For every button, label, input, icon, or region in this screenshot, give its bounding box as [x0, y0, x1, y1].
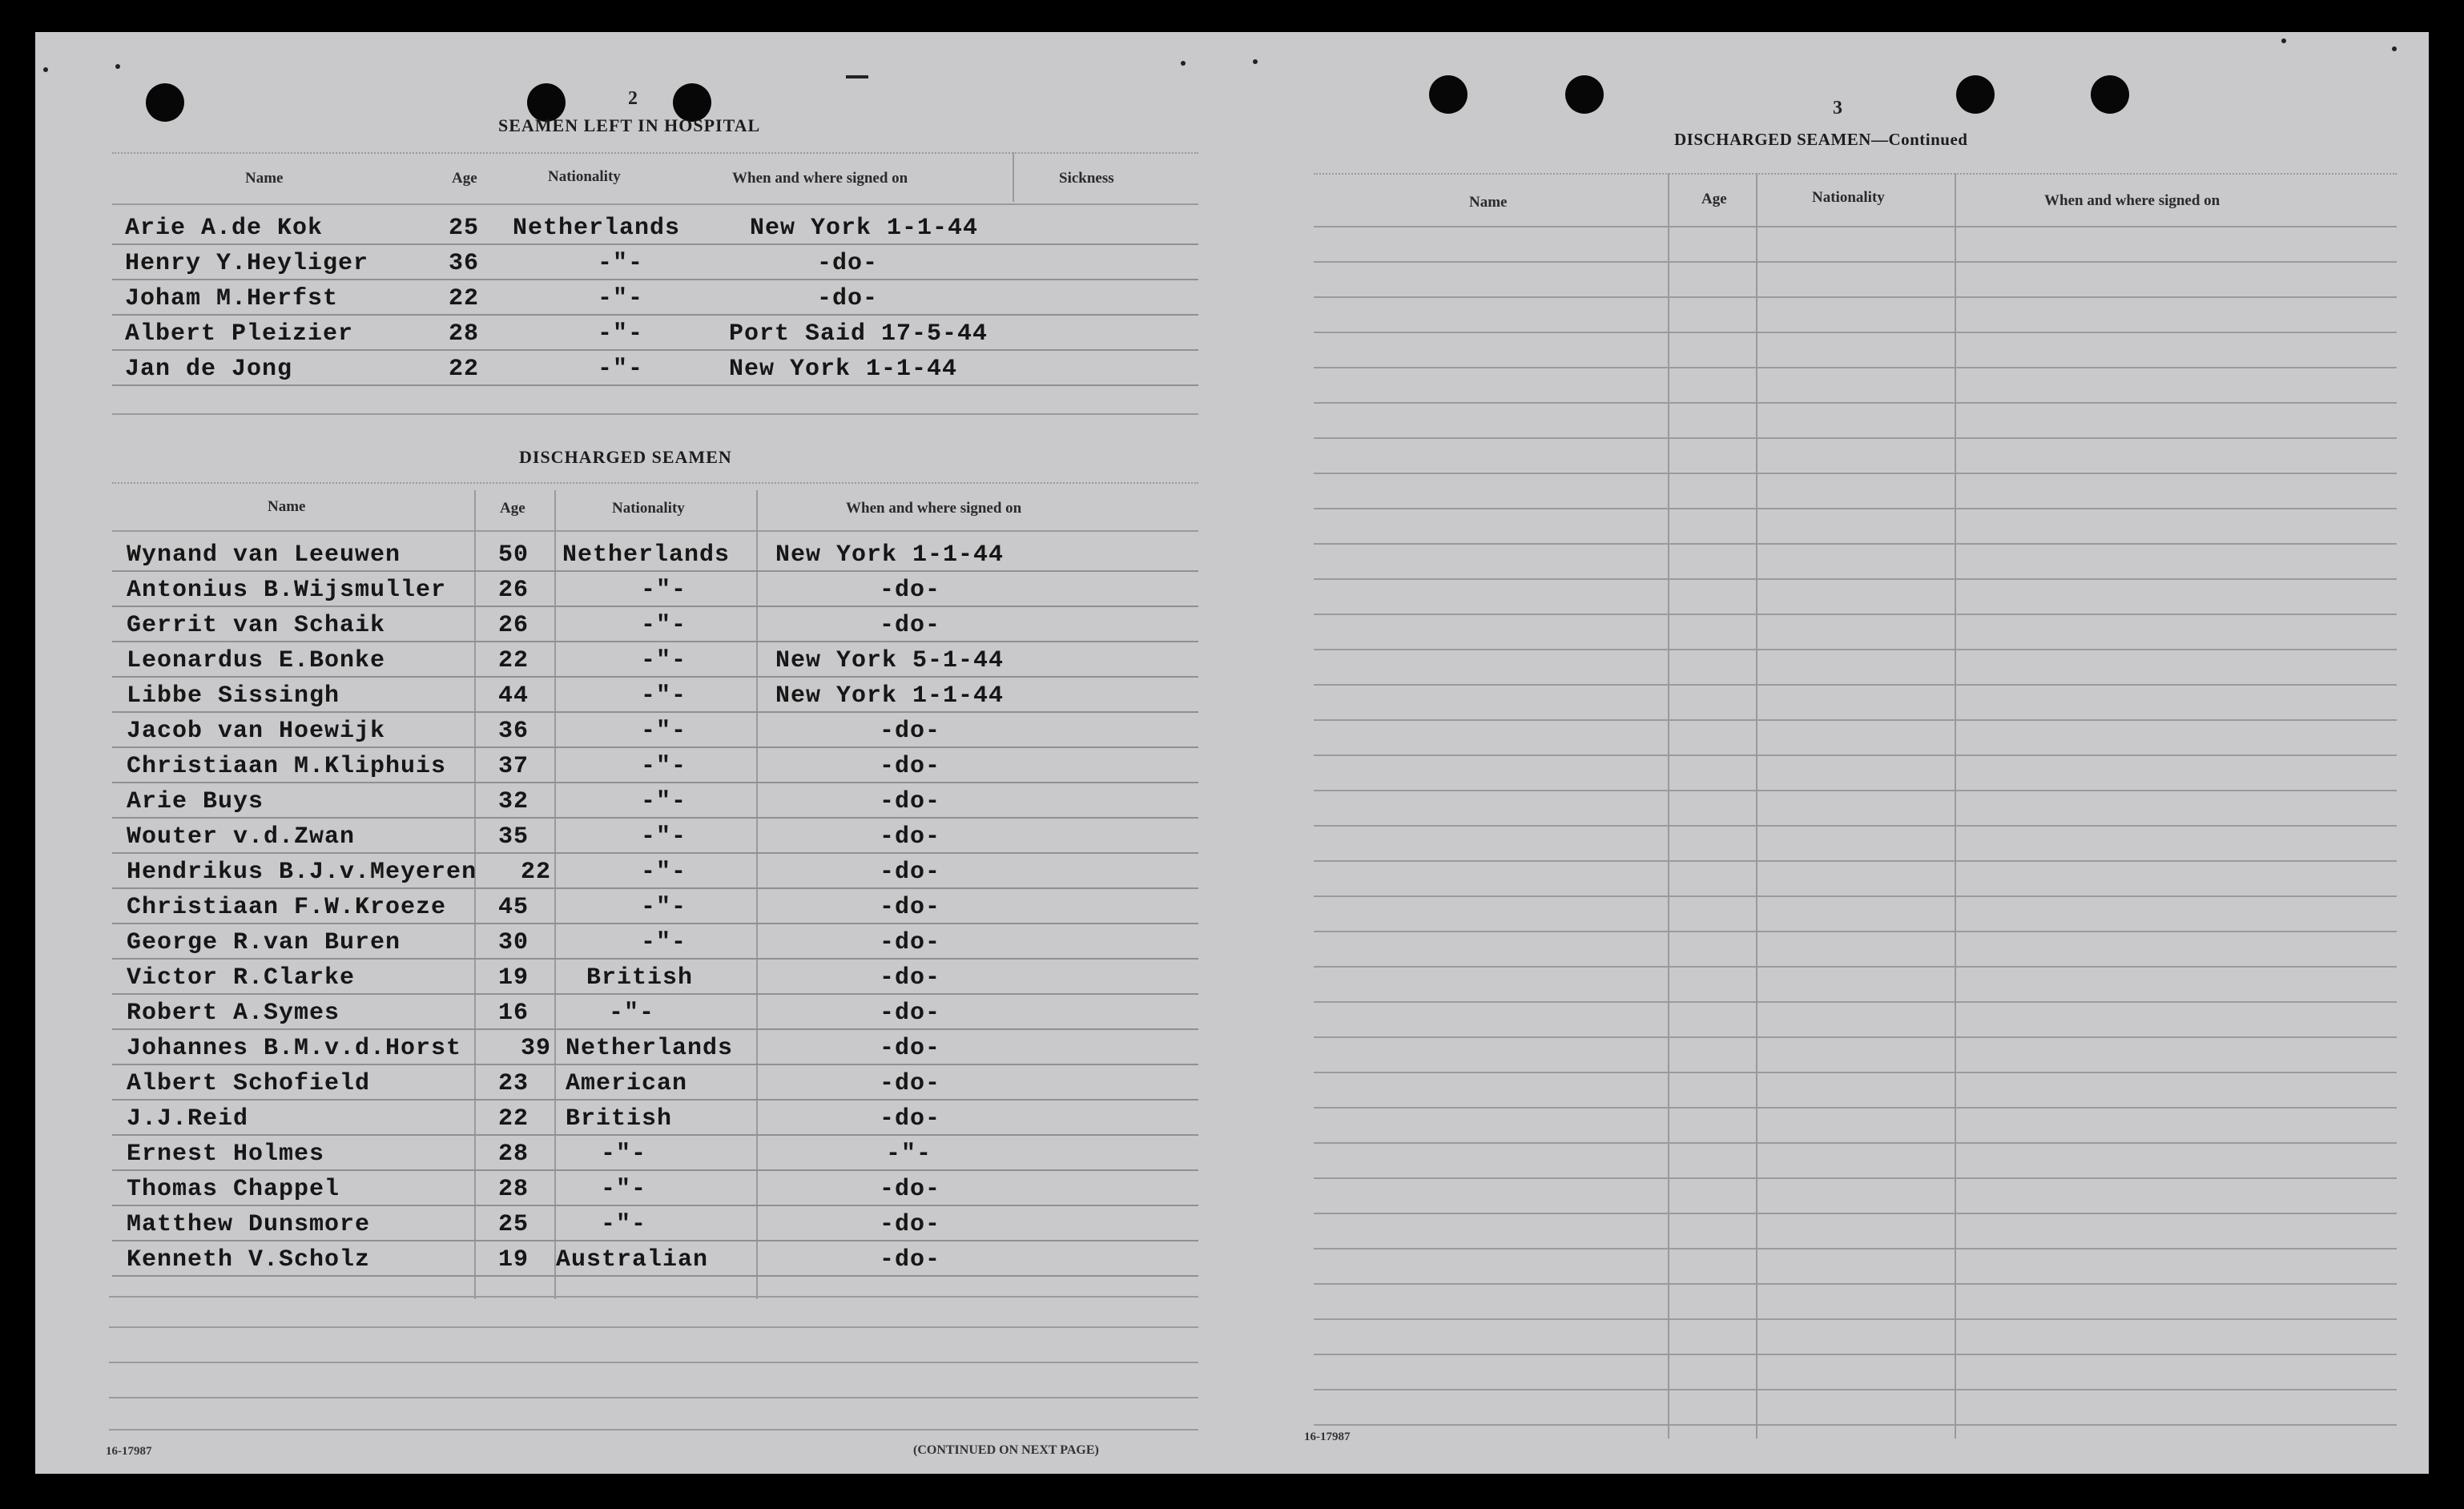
- seaman-age: 26: [498, 577, 529, 604]
- table-row: [112, 711, 1198, 748]
- blank-rule: [1314, 296, 2397, 298]
- hospital-header-nationality: Nationality: [548, 168, 621, 185]
- seaman-nationality: -"-: [598, 356, 644, 383]
- seaman-name: Jan de Jong: [125, 356, 293, 383]
- seaman-signed-on: -do-: [880, 718, 941, 745]
- seaman-age: 39: [521, 1035, 552, 1062]
- document-sheet: [35, 32, 2429, 1474]
- seaman-age: 26: [498, 612, 529, 639]
- header-top-rule: [1314, 173, 2397, 175]
- table-row: [112, 1169, 1198, 1206]
- hospital-table: [112, 208, 1198, 384]
- seaman-age: 28: [498, 1176, 529, 1203]
- blank-rule: [1314, 543, 2397, 545]
- seaman-age: 19: [498, 964, 529, 992]
- hospital-header-signed: When and where signed on: [732, 170, 908, 187]
- blank-rule: [1314, 860, 2397, 862]
- seaman-name: Antonius B.Wijsmuller: [127, 577, 447, 604]
- blank-rule: [109, 1429, 1198, 1431]
- header-rule: [112, 530, 1198, 532]
- header-top-rule: [112, 482, 1198, 484]
- seaman-age: 19: [498, 1246, 529, 1274]
- blank-rule: [1314, 1213, 2397, 1214]
- seaman-name: Gerrit van Schaik: [127, 612, 386, 639]
- blank-rule: [1314, 437, 2397, 439]
- blank-rule: [1314, 1389, 2397, 1390]
- page-number: 3: [1833, 98, 1842, 119]
- seaman-signed-on: -do-: [880, 964, 941, 992]
- blank-rule: [1314, 402, 2397, 404]
- seaman-signed-on: -do-: [880, 894, 941, 921]
- seaman-signed-on: New York 1-1-44: [750, 215, 979, 242]
- blank-rule: [109, 1326, 1198, 1328]
- column-divider: [1013, 152, 1014, 202]
- blank-rule: [1314, 1142, 2397, 1144]
- seaman-nationality: British: [586, 964, 694, 992]
- seaman-nationality: -"-: [641, 577, 687, 604]
- discharged-header-name: Name: [268, 498, 306, 515]
- seaman-age: 36: [498, 718, 529, 745]
- seaman-signed-on: -do-: [880, 859, 941, 886]
- seaman-signed-on: -do-: [880, 788, 941, 815]
- blank-rule: [1314, 719, 2397, 721]
- blank-rule: [1314, 825, 2397, 827]
- seaman-nationality: -"-: [641, 682, 687, 710]
- seaman-name: Arie Buys: [127, 788, 264, 815]
- seaman-signed-on: -do-: [880, 577, 941, 604]
- seaman-age: 16: [498, 1000, 529, 1027]
- seaman-name: Thomas Chappel: [127, 1176, 340, 1203]
- discharged-header-signed: When and where signed on: [846, 500, 1022, 517]
- discharged-header-age: Age: [500, 500, 525, 517]
- seaman-nationality: British: [566, 1105, 673, 1133]
- seaman-name: Christiaan F.W.Kroeze: [127, 894, 447, 921]
- seaman-name: Libbe Sissingh: [127, 682, 340, 710]
- seaman-nationality: Australian: [556, 1246, 709, 1274]
- discharged-table: [112, 535, 1198, 1275]
- seaman-name: Leonardus E.Bonke: [127, 647, 386, 674]
- seaman-signed-on: -do-: [880, 1035, 941, 1062]
- seaman-nationality: -"-: [641, 788, 687, 815]
- blank-rule: [1314, 684, 2397, 686]
- continued-note: (CONTINUED ON NEXT PAGE): [913, 1443, 1099, 1457]
- seaman-age: 23: [498, 1070, 529, 1097]
- table-row: [112, 1134, 1198, 1171]
- seaman-name: Hendrikus B.J.v.Meyeren: [127, 859, 477, 886]
- blank-rule: [1314, 1001, 2397, 1003]
- seaman-name: Wouter v.d.Zwan: [127, 823, 356, 851]
- table-row: [112, 243, 1198, 280]
- seaman-signed-on: New York 1-1-44: [775, 541, 1005, 569]
- seaman-signed-on: -do-: [880, 753, 941, 780]
- blank-rule: [1314, 508, 2397, 509]
- blank-rule: [1314, 1107, 2397, 1109]
- discharged-header-nationality: Nationality: [612, 500, 685, 517]
- seaman-name: Kenneth V.Scholz: [127, 1246, 371, 1274]
- speck: [43, 67, 48, 72]
- seaman-name: Robert A.Symes: [127, 1000, 340, 1027]
- seaman-signed-on: -do-: [817, 250, 879, 277]
- table-row: [112, 1205, 1198, 1241]
- table-row: [112, 1028, 1198, 1065]
- seaman-signed-on: New York 5-1-44: [775, 647, 1005, 674]
- seaman-name: Henry Y.Heyliger: [125, 250, 369, 277]
- seaman-nationality: -"-: [601, 1176, 647, 1203]
- blank-rule: [1314, 261, 2397, 263]
- discharged-section-title: DISCHARGED SEAMEN: [519, 447, 732, 467]
- seaman-age: 37: [498, 753, 529, 780]
- seaman-name: Victor R.Clarke: [127, 964, 356, 992]
- table-row: [112, 1240, 1198, 1277]
- seaman-nationality: -"-: [641, 612, 687, 639]
- seaman-name: Matthew Dunsmore: [127, 1211, 371, 1238]
- right-header-signed: When and where signed on: [2044, 192, 2220, 209]
- seaman-signed-on: -do-: [880, 1176, 941, 1203]
- blank-rule: [1314, 754, 2397, 756]
- seaman-name: Albert Pleizier: [125, 320, 354, 348]
- table-row: [112, 641, 1198, 678]
- hospital-section-title: SEAMEN LEFT IN HOSPITAL: [498, 115, 761, 135]
- blank-rule: [1314, 332, 2397, 333]
- blank-rule: [109, 1296, 1198, 1298]
- seaman-name: Albert Schofield: [127, 1070, 371, 1097]
- blank-rule: [1314, 1283, 2397, 1285]
- seaman-signed-on: -do-: [880, 612, 941, 639]
- blank-rule: [1314, 1318, 2397, 1320]
- form-number: 16-17987: [1304, 1431, 1351, 1443]
- seaman-nationality: -"-: [598, 320, 644, 348]
- seaman-nationality: -"-: [641, 753, 687, 780]
- speck: [1253, 59, 1258, 64]
- seaman-age: 44: [498, 682, 529, 710]
- seaman-age: 22: [498, 647, 529, 674]
- blank-rule: [109, 1362, 1198, 1363]
- blank-rule: [1314, 1177, 2397, 1179]
- seaman-signed-on: New York 1-1-44: [775, 682, 1005, 710]
- seaman-nationality: Netherlands: [513, 215, 681, 242]
- table-row: [112, 746, 1198, 783]
- seaman-nationality: Netherlands: [566, 1035, 734, 1062]
- right-header-nationality: Nationality: [1812, 189, 1885, 206]
- binder-hole: [146, 83, 184, 122]
- seaman-nationality: American: [566, 1070, 688, 1097]
- seaman-nationality: -"-: [641, 718, 687, 745]
- seaman-name: Wynand van Leeuwen: [127, 541, 401, 569]
- seaman-name: George R.van Buren: [127, 929, 401, 956]
- seaman-nationality: -"-: [601, 1141, 647, 1168]
- table-row: [112, 676, 1198, 713]
- seaman-age: 36: [449, 250, 480, 277]
- seaman-name: Ernest Holmes: [127, 1141, 325, 1168]
- blank-rule: [1314, 649, 2397, 650]
- seaman-age: 25: [498, 1211, 529, 1238]
- right-header-name: Name: [1469, 194, 1508, 211]
- table-row: [112, 314, 1198, 351]
- seaman-signed-on: -do-: [880, 1246, 941, 1274]
- blank-rule: [1314, 966, 2397, 968]
- page-number: 2: [628, 88, 638, 109]
- speck: [2281, 38, 2286, 43]
- speck: [1181, 61, 1186, 66]
- blank-rule: [1314, 931, 2397, 932]
- seaman-signed-on: Port Said 17-5-44: [729, 320, 988, 348]
- seaman-signed-on: -"-: [886, 1141, 932, 1168]
- binder-hole: [1429, 75, 1468, 114]
- seaman-age: 28: [498, 1141, 529, 1168]
- binder-hole: [1565, 75, 1604, 114]
- seaman-name: Johannes B.M.v.d.Horst: [127, 1035, 462, 1062]
- blank-rule: [1314, 1424, 2397, 1426]
- seaman-signed-on: -do-: [880, 929, 941, 956]
- blank-rule: [1314, 1036, 2397, 1038]
- seaman-name: Arie A.de Kok: [125, 215, 324, 242]
- seaman-age: 28: [449, 320, 480, 348]
- seaman-nationality: -"-: [641, 647, 687, 674]
- table-row: [112, 993, 1198, 1030]
- blank-rule: [1314, 1072, 2397, 1073]
- seaman-signed-on: -do-: [880, 1211, 941, 1238]
- seaman-name: J.J.Reid: [127, 1105, 249, 1133]
- seaman-nationality: -"-: [641, 894, 687, 921]
- seaman-age: 25: [449, 215, 480, 242]
- table-row: [112, 570, 1198, 607]
- seaman-signed-on: -do-: [880, 1000, 941, 1027]
- seaman-nationality: -"-: [609, 1000, 655, 1027]
- seaman-nationality: -"-: [641, 823, 687, 851]
- seaman-age: 35: [498, 823, 529, 851]
- seaman-age: 22: [449, 285, 480, 312]
- seaman-nationality: -"-: [598, 285, 644, 312]
- blank-rule: [1314, 1248, 2397, 1249]
- table-row: [112, 887, 1198, 924]
- seaman-age: 22: [498, 1105, 529, 1133]
- right-section-title: DISCHARGED SEAMEN—Continued: [1674, 130, 1968, 149]
- section-rule: [112, 413, 1198, 415]
- seaman-nationality: -"-: [641, 859, 687, 886]
- table-row: [112, 208, 1198, 245]
- seaman-age: 45: [498, 894, 529, 921]
- seaman-name: Joham M.Herfst: [125, 285, 339, 312]
- blank-rule: [1314, 578, 2397, 580]
- seaman-nationality: Netherlands: [562, 541, 731, 569]
- seaman-age: 30: [498, 929, 529, 956]
- table-row: [112, 606, 1198, 642]
- table-row: [112, 535, 1198, 572]
- table-row: [112, 958, 1198, 995]
- right-header-age: Age: [1701, 191, 1727, 207]
- table-row: [112, 349, 1198, 386]
- binder-hole: [2091, 75, 2129, 114]
- table-row: [112, 923, 1198, 960]
- seaman-name: Jacob van Hoewijk: [127, 718, 386, 745]
- table-row: [112, 1064, 1198, 1101]
- hospital-header-sickness: Sickness: [1059, 170, 1114, 187]
- seaman-nationality: -"-: [601, 1211, 647, 1238]
- seaman-name: Christiaan M.Kliphuis: [127, 753, 447, 780]
- table-row: [112, 782, 1198, 819]
- binder-hole: [1956, 75, 1995, 114]
- hospital-header-age: Age: [452, 170, 477, 187]
- seaman-signed-on: -do-: [880, 1070, 941, 1097]
- header-rule: [112, 203, 1198, 205]
- blank-rule: [1314, 226, 2397, 227]
- table-row: [112, 852, 1198, 889]
- table-row: [112, 279, 1198, 316]
- seaman-signed-on: -do-: [880, 1105, 941, 1133]
- speck: [2392, 46, 2397, 51]
- seaman-signed-on: -do-: [880, 823, 941, 851]
- blank-rule: [109, 1397, 1198, 1398]
- hospital-header-name: Name: [245, 170, 284, 187]
- seaman-age: 22: [449, 356, 480, 383]
- table-row: [112, 817, 1198, 854]
- seaman-age: 22: [521, 859, 552, 886]
- seaman-signed-on: New York 1-1-44: [729, 356, 958, 383]
- blank-rule: [1314, 367, 2397, 368]
- seaman-age: 50: [498, 541, 529, 569]
- blank-rule: [1314, 1354, 2397, 1355]
- blank-rule: [1314, 614, 2397, 615]
- seaman-nationality: -"-: [641, 929, 687, 956]
- seaman-age: 32: [498, 788, 529, 815]
- ink-mark: [846, 75, 868, 78]
- form-number: 16-17987: [106, 1445, 152, 1458]
- blank-rule: [1314, 790, 2397, 791]
- blank-rule: [1314, 473, 2397, 474]
- right-blank-table: [1314, 226, 2397, 1443]
- blank-rule: [1314, 895, 2397, 897]
- speck: [115, 64, 120, 69]
- seaman-signed-on: -do-: [817, 285, 879, 312]
- table-row: [112, 1099, 1198, 1136]
- seaman-nationality: -"-: [598, 250, 644, 277]
- header-top-rule: [112, 152, 1198, 154]
